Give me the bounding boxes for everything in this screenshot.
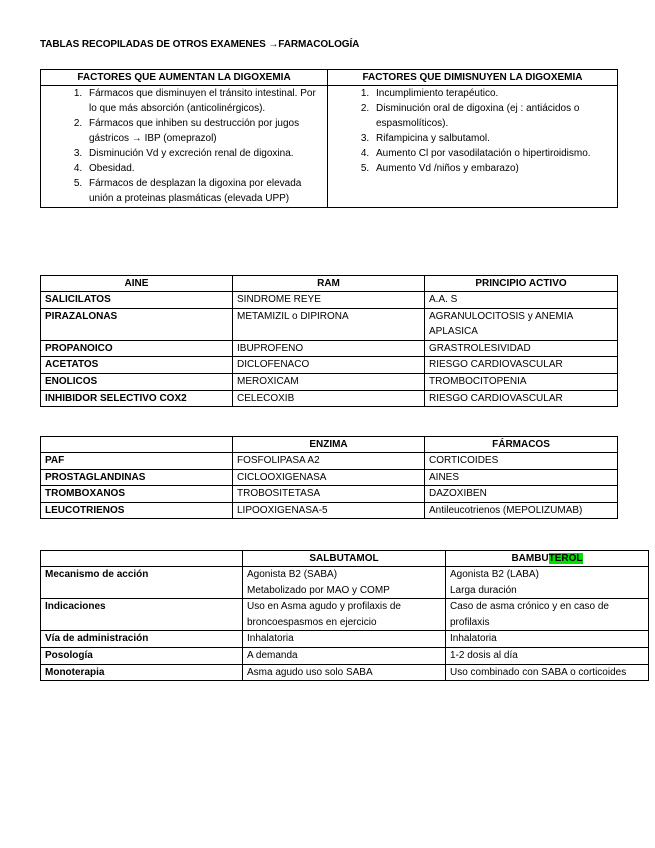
header-farmacos: FÁRMACOS bbox=[425, 437, 618, 453]
table-header-row bbox=[41, 551, 649, 567]
table-row bbox=[41, 599, 649, 631]
digoxemia-table bbox=[40, 69, 618, 208]
table-cell: CELECOXIB bbox=[233, 390, 425, 407]
list-item: 2. Disminución oral de digoxina (ej : antiácidos o espasmolíticos). bbox=[372, 101, 611, 131]
table-cell: PROPANOICO bbox=[41, 340, 233, 357]
table-row bbox=[41, 86, 618, 208]
table-cell: MEROXICAM bbox=[233, 373, 425, 390]
table-cell: Vía de administración bbox=[41, 631, 243, 648]
table-row bbox=[41, 469, 618, 486]
table-cell: TROMBOXANOS bbox=[41, 486, 233, 503]
increase-cell bbox=[41, 86, 328, 208]
table-cell: METAMIZIL o DIPIRONA bbox=[233, 308, 425, 340]
table-row bbox=[41, 486, 618, 503]
list-item: 4. Obesidad. bbox=[85, 161, 321, 176]
table-row bbox=[41, 340, 618, 357]
table-cell: A demanda bbox=[243, 647, 446, 664]
table-cell: RIESGO CARDIOVASCULAR bbox=[425, 390, 618, 407]
table-row bbox=[41, 308, 618, 340]
table-cell: INHIBIDOR SELECTIVO COX2 bbox=[41, 390, 233, 407]
table-cell: Inhalatoria bbox=[446, 631, 649, 648]
table-cell: AGRANULOCITOSIS y ANEMIA APLASICA bbox=[425, 308, 618, 340]
table-cell: PIRAZALONAS bbox=[41, 308, 233, 340]
table-cell: SALICILATOS bbox=[41, 292, 233, 309]
list-item: 3. Disminución Vd y excreción renal de digoxina. bbox=[85, 146, 321, 161]
table-cell: DICLOFENACO bbox=[233, 357, 425, 374]
table-row bbox=[41, 647, 649, 664]
table-cell: Inhalatoria bbox=[243, 631, 446, 648]
table-cell: DAZOXIBEN bbox=[425, 486, 618, 503]
table-cell: 1-2 dosis al día bbox=[446, 647, 649, 664]
list-item: 5. Fármacos de desplazan la digoxina por elevada unión a proteinas plasmáticas (elevada UPP) bbox=[85, 176, 321, 206]
table-cell: Uso combinado con SABA o corticoides bbox=[446, 664, 649, 681]
table-cell: TROMBOCITOPENIA bbox=[425, 373, 618, 390]
table-row bbox=[41, 357, 618, 374]
table-cell: IBUPROFENO bbox=[233, 340, 425, 357]
header-ram: RAM bbox=[233, 276, 425, 292]
table-row bbox=[41, 664, 649, 681]
list-item: 3. Rifampicina y salbutamol. bbox=[372, 131, 611, 146]
increase-list bbox=[47, 86, 321, 206]
header-enzima: ENZIMA bbox=[233, 437, 425, 453]
table-cell: ENOLICOS bbox=[41, 373, 233, 390]
table-cell: Uso en Asma agudo y profilaxis de broncoespasmos en ejercicio bbox=[243, 599, 446, 631]
table-cell: PROSTAGLANDINAS bbox=[41, 469, 233, 486]
table-header-row bbox=[41, 437, 618, 453]
table-cell: TROBOSITETASA bbox=[233, 486, 425, 503]
list-item: 1. Fármacos que disminuyen el tránsito intestinal. Por lo que más absorción (anticolinérgicos). bbox=[85, 86, 321, 116]
table-cell: Antileucotrienos (MEPOLIZUMAB) bbox=[425, 502, 618, 519]
page-title: TABLAS RECOPILADAS DE OTROS EXAMENES →FARMACOLOGÍA bbox=[40, 39, 360, 50]
salbutamol-table bbox=[40, 550, 649, 681]
table-row bbox=[41, 373, 618, 390]
table-cell: Agonista B2 (LABA) Larga duración bbox=[446, 567, 649, 599]
table-row bbox=[41, 631, 649, 648]
table-cell: CORTICOIDES bbox=[425, 453, 618, 470]
list-item: 5. Aumento Vd /niños y embarazo) bbox=[372, 161, 611, 176]
header-aine: AINE bbox=[41, 276, 233, 292]
table-cell: LIPOOXIGENASA-5 bbox=[233, 502, 425, 519]
table-cell: RIESGO CARDIOVASCULAR bbox=[425, 357, 618, 374]
table-cell: Caso de asma crónico y en caso de profilaxis bbox=[446, 599, 649, 631]
table-row bbox=[41, 292, 618, 309]
table-cell: GRASTROLESIVIDAD bbox=[425, 340, 618, 357]
list-item: 4. Aumento Cl por vasodilatación o hipertiroidismo. bbox=[372, 146, 611, 161]
enzima-table bbox=[40, 436, 618, 519]
table-cell: Asma agudo uso solo SABA bbox=[243, 664, 446, 681]
list-item: 1. Incumplimiento terapéutico. bbox=[372, 86, 611, 101]
header-bambuterol bbox=[446, 551, 649, 567]
table-header-row bbox=[41, 276, 618, 292]
table-cell: PAF bbox=[41, 453, 233, 470]
table-cell: Indicaciones bbox=[41, 599, 243, 631]
table-cell: SINDROME REYE bbox=[233, 292, 425, 309]
header-increase: FACTORES QUE AUMENTAN LA DIGOXEMIA bbox=[41, 70, 328, 86]
table-cell: Agonista B2 (SABA) Metabolizado por MAO y COMP bbox=[243, 567, 446, 599]
header-salbutamol: SALBUTAMOL bbox=[243, 551, 446, 567]
table-cell: LEUCOTRIENOS bbox=[41, 502, 233, 519]
bambuterol-prefix: BAMBU bbox=[511, 553, 549, 564]
aine-table bbox=[40, 275, 618, 407]
table-cell: FOSFOLIPASA A2 bbox=[233, 453, 425, 470]
table-cell: AINES bbox=[425, 469, 618, 486]
highlighted-text: TEROL bbox=[548, 553, 583, 564]
table-cell: Monoterapia bbox=[41, 664, 243, 681]
header-principio-activo: PRINCIPIO ACTIVO bbox=[425, 276, 618, 292]
table-cell: CICLOOXIGENASA bbox=[233, 469, 425, 486]
header-empty bbox=[41, 437, 233, 453]
table-row bbox=[41, 502, 618, 519]
table-cell: A.A. S bbox=[425, 292, 618, 309]
decrease-list bbox=[334, 86, 611, 176]
header-decrease: FACTORES QUE DIMISNUYEN LA DIGOXEMIA bbox=[328, 70, 618, 86]
decrease-cell bbox=[328, 86, 618, 208]
table-row bbox=[41, 453, 618, 470]
table-row bbox=[41, 390, 618, 407]
table-cell: Mecanismo de acción bbox=[41, 567, 243, 599]
list-item: 2. Fármacos que inhiben su destrucción por jugos gástricos → IBP (omeprazol) bbox=[85, 116, 321, 146]
table-cell: Posología bbox=[41, 647, 243, 664]
table-row bbox=[41, 567, 649, 599]
header-empty bbox=[41, 551, 243, 567]
table-cell: ACETATOS bbox=[41, 357, 233, 374]
table-header-row bbox=[41, 70, 618, 86]
